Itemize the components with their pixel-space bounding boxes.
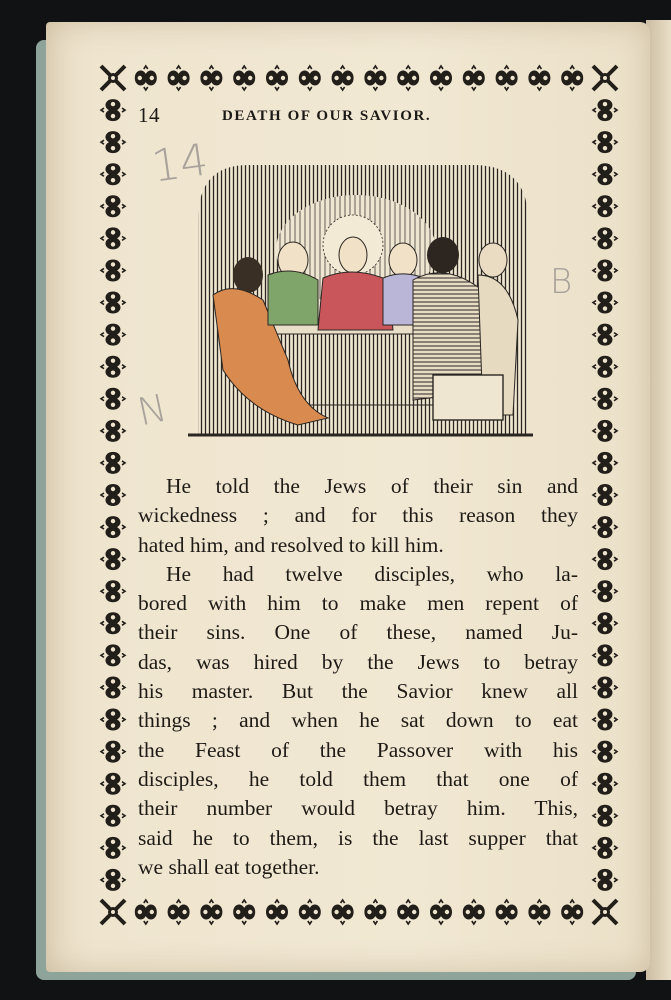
border-ornament bbox=[166, 900, 192, 924]
border-ornament bbox=[593, 707, 617, 733]
border-ornament bbox=[559, 900, 585, 924]
border-ornament bbox=[101, 418, 125, 444]
page-number: 14 bbox=[138, 103, 160, 127]
pencil-mark-right: B bbox=[550, 262, 573, 302]
border-ornament bbox=[593, 354, 617, 380]
border-ornament bbox=[101, 257, 125, 283]
body-text bbox=[138, 472, 578, 882]
border-ornament bbox=[101, 193, 125, 219]
border-ornament bbox=[461, 66, 487, 90]
border-ornament bbox=[593, 803, 617, 829]
border-ornament bbox=[593, 867, 617, 893]
border-ornament bbox=[593, 514, 617, 540]
text-line: their sins. One of these, named Ju- bbox=[138, 620, 578, 645]
border-ornament bbox=[297, 900, 323, 924]
border-ornament bbox=[593, 97, 617, 123]
border-ornament bbox=[593, 450, 617, 476]
border-ornament bbox=[101, 161, 125, 187]
border-ornament bbox=[101, 66, 125, 90]
border-ornament bbox=[133, 66, 159, 90]
border-ornament bbox=[101, 900, 125, 924]
border-ornament bbox=[593, 66, 617, 90]
border-ornament bbox=[526, 900, 552, 924]
text-line: their number would betray him. This, bbox=[138, 796, 578, 821]
text-line: disciples, he told them that one of bbox=[138, 766, 578, 791]
border-ornament bbox=[428, 66, 454, 90]
border-ornament bbox=[297, 66, 323, 90]
text-line: das, was hired by the Jews to betray bbox=[138, 649, 578, 674]
border-ornament bbox=[231, 66, 257, 90]
paragraph-2 bbox=[138, 560, 578, 882]
border-ornament bbox=[593, 771, 617, 797]
text-line: said he to them, is the last supper that bbox=[138, 825, 578, 850]
border-ornament bbox=[166, 66, 192, 90]
border-ornament bbox=[330, 66, 356, 90]
border-ornament bbox=[593, 129, 617, 155]
text-line: He had twelve disciples, who la- bbox=[166, 561, 578, 586]
border-ornament bbox=[593, 900, 617, 924]
border-ornament bbox=[362, 66, 388, 90]
border-ornament bbox=[593, 482, 617, 508]
text-line: hated him, and resolved to kill him. bbox=[138, 532, 444, 557]
border-ornament bbox=[461, 900, 487, 924]
border-ornament bbox=[198, 66, 224, 90]
border-ornament bbox=[264, 900, 290, 924]
border-ornament bbox=[101, 322, 125, 348]
border-ornament bbox=[101, 225, 125, 251]
border-ornament bbox=[593, 386, 617, 412]
border-ornament bbox=[101, 97, 125, 123]
border-ornament bbox=[264, 66, 290, 90]
border-ornament bbox=[593, 322, 617, 348]
paragraph-1 bbox=[138, 472, 578, 560]
border-ornament bbox=[101, 386, 125, 412]
border-ornament bbox=[101, 450, 125, 476]
border-ornament bbox=[526, 66, 552, 90]
border-ornament bbox=[593, 610, 617, 636]
border-ornament bbox=[494, 66, 520, 90]
border-ornament bbox=[395, 66, 421, 90]
border-ornament bbox=[593, 739, 617, 765]
border-ornament bbox=[494, 900, 520, 924]
text-line: He told the Jews of their sin and bbox=[166, 474, 578, 498]
text-line: we shall eat together. bbox=[138, 854, 320, 879]
border-ornament bbox=[593, 835, 617, 861]
border-ornament bbox=[593, 193, 617, 219]
text-line: wickedness ; and for this reason they bbox=[138, 503, 578, 528]
text-line: the Feast of the Passover with his bbox=[138, 737, 578, 762]
pencil-mark-top: 14 bbox=[148, 134, 212, 193]
border-ornament bbox=[593, 578, 617, 604]
border-ornament bbox=[362, 900, 388, 924]
border-ornament bbox=[330, 900, 356, 924]
border-ornament bbox=[101, 290, 125, 316]
border-ornament bbox=[395, 900, 421, 924]
border-ornament bbox=[593, 546, 617, 572]
border-ornament bbox=[101, 129, 125, 155]
border-ornament bbox=[231, 900, 257, 924]
border-ornament bbox=[593, 257, 617, 283]
running-head: DEATH OF OUR SAVIOR. bbox=[222, 108, 432, 124]
pencil-mark-left: N bbox=[133, 385, 171, 435]
border-ornament bbox=[101, 354, 125, 380]
text-line: bored with him to make men repent of bbox=[138, 591, 578, 616]
border-ornament bbox=[593, 161, 617, 187]
last-supper-engraving-icon bbox=[188, 160, 533, 445]
text-line: his master. But the Savior knew all bbox=[138, 679, 578, 704]
border-ornament bbox=[593, 418, 617, 444]
border-ornament bbox=[593, 674, 617, 700]
border-ornament bbox=[593, 225, 617, 251]
border-ornament bbox=[198, 900, 224, 924]
border-ornament bbox=[428, 900, 454, 924]
text-line: things ; and when he sat down to eat bbox=[138, 708, 578, 733]
border-ornament bbox=[559, 66, 585, 90]
border-ornament bbox=[593, 642, 617, 668]
border-ornament bbox=[133, 900, 159, 924]
border-ornament bbox=[593, 290, 617, 316]
